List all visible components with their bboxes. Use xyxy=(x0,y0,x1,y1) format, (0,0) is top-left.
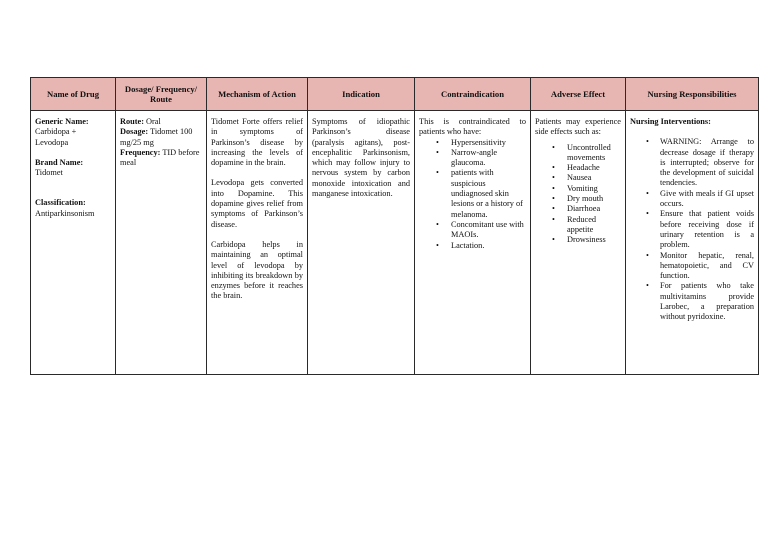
cell-name-of-drug xyxy=(31,111,116,375)
mechanism-paragraph-1: Tidomet Forte offers relief in symptoms of Parkinson’s disease by increasing the levels of dopamine in the brain. xyxy=(211,117,303,168)
header-indication: Indication xyxy=(308,78,415,111)
table-row xyxy=(31,111,759,375)
list-item: • For patients who take multivitamins provide Larobec, a preparation without pyridoxine. xyxy=(630,281,754,322)
list-item: • Dry mouth xyxy=(535,194,621,204)
cell-mechanism xyxy=(207,111,308,375)
cell-dosage xyxy=(116,111,207,375)
list-item: • Uncontrolled movements xyxy=(535,143,621,164)
contraindication-list xyxy=(419,138,526,251)
adverse-list xyxy=(535,143,621,246)
list-item: • Concomitant use with MAOIs. xyxy=(419,220,526,241)
list-item: • Nausea xyxy=(535,173,621,183)
list-item: • Narrow-angle glaucoma. xyxy=(419,148,526,169)
drug-study-table xyxy=(30,77,759,375)
classification-label: Classification: xyxy=(35,198,86,208)
header-row xyxy=(31,78,759,111)
header-contraindication: Contraindication xyxy=(415,78,531,111)
cell-indication xyxy=(308,111,415,375)
indication-text: Symptoms of idiopathic Parkinson’s disease (paralysis agitans), post-encephalitic Parkinsonism, which may follow injury to nervous system by carbon monoxide intoxication and manganese intoxication. xyxy=(312,117,410,199)
header-nursing-responsibilities: Nursing Responsibilities xyxy=(626,78,759,111)
mechanism-paragraph-3: Carbidopa helps in maintaining an optimal level of levodopa by inhibiting its breakdown by enzymes before it reaches the brain. xyxy=(211,239,303,301)
frequency-value: TID before meal xyxy=(120,147,200,168)
cell-contraindication xyxy=(415,111,531,375)
list-item: • Lactation. xyxy=(419,241,526,251)
list-item: • Reduced appetite xyxy=(535,215,621,236)
dosage-label: Dosage: xyxy=(120,127,149,137)
cell-nursing-responsibilities xyxy=(626,111,759,375)
header-mechanism: Mechanism of Action xyxy=(207,78,308,111)
mechanism-paragraph-2: Levodopa gets converted into Dopamine. This dopamine gives relief from symptoms of Parkinson’s disease. xyxy=(211,178,303,229)
route-label: Route: xyxy=(120,117,144,126)
classification-value: Antiparkinsonism xyxy=(35,208,95,218)
frequency-label: Frequency: xyxy=(120,147,161,157)
list-item: • Drowsiness xyxy=(535,235,621,245)
route-value: Oral xyxy=(146,117,161,126)
dosage-value: Tidomet 100 mg/25 mg xyxy=(120,127,193,147)
list-item: • Headache xyxy=(535,163,621,173)
header-dosage: Dosage/ Frequency/ Route xyxy=(116,78,207,111)
list-item: • Ensure that patient voids before receiving dose if urinary retention is a problem. xyxy=(630,209,754,250)
list-item: • WARNING: Arrange to decrease dosage if therapy is interrupted; observe for the development of suicidal tendencies. xyxy=(630,137,754,188)
contraindication-intro: This is contraindicated to patients who have: xyxy=(419,117,526,137)
generic-name-value: Carbidopa + Levodopa xyxy=(35,127,77,147)
brand-name-label: Brand Name: xyxy=(35,157,84,167)
header-name-of-drug: Name of Drug xyxy=(31,78,116,111)
generic-name-label: Generic Name: xyxy=(35,117,89,126)
nursing-interventions-title: Nursing Interventions: xyxy=(630,117,711,126)
list-item: • Vomiting xyxy=(535,184,621,194)
cell-adverse-effect xyxy=(531,111,626,375)
adverse-intro: Patients may experience side effects such as: xyxy=(535,117,621,137)
header-adverse-effect: Adverse Effect xyxy=(531,78,626,111)
nursing-list xyxy=(630,137,754,322)
list-item: • Give with meals if GI upset occurs. xyxy=(630,189,754,210)
list-item: • Hypersensitivity xyxy=(419,138,526,148)
list-item: • Monitor hepatic, renal, hematopoietic, and CV function. xyxy=(630,251,754,282)
list-item: • Diarrhoea xyxy=(535,204,621,214)
list-item: • patients with suspicious undiagnosed skin lesions or a history of melanoma. xyxy=(419,168,526,219)
brand-name-value: Tidomet xyxy=(35,168,63,178)
